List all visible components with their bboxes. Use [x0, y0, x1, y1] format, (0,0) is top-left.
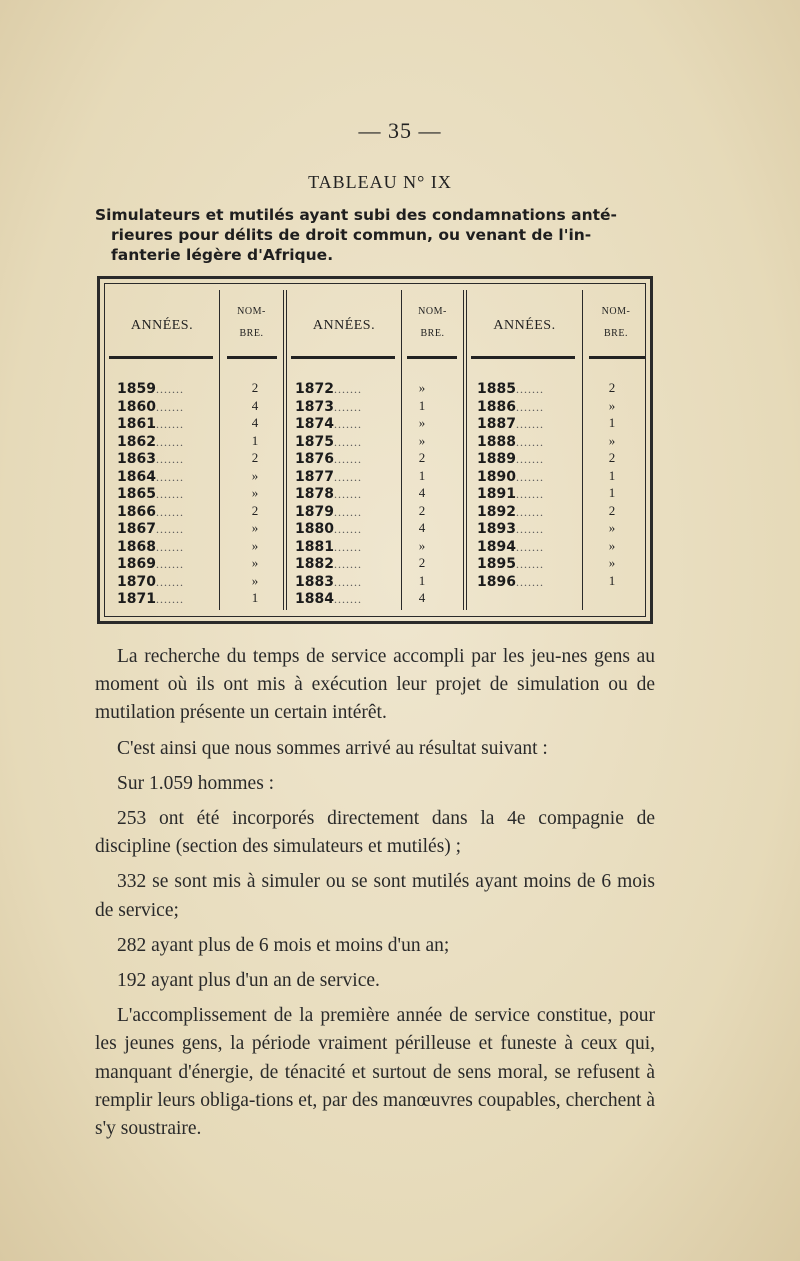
table-row	[477, 415, 643, 433]
count-cell: 1	[608, 572, 616, 588]
table-column-group	[295, 380, 459, 608]
table-row	[295, 520, 459, 538]
table-row	[477, 485, 643, 503]
table-row	[117, 573, 281, 591]
header-rule	[109, 356, 213, 359]
year-cell: 1889	[477, 451, 516, 467]
count-cell: »	[608, 555, 616, 570]
leader-dots: .......	[515, 487, 544, 501]
table-row	[477, 450, 643, 468]
count-cell: 1	[608, 485, 616, 500]
leader-dots: .......	[515, 469, 544, 484]
table-row	[117, 485, 281, 503]
table-row	[295, 573, 459, 591]
table-row	[477, 520, 643, 538]
leader-dots: .......	[155, 539, 184, 554]
year-cell: 1873	[295, 398, 334, 415]
leader-dots: .......	[333, 522, 362, 536]
count-cell: »	[251, 537, 259, 553]
count-cell: 1	[608, 467, 616, 483]
count-cell: 1	[251, 432, 259, 448]
leader-dots: .......	[333, 487, 362, 501]
year-cell: 1896	[477, 573, 516, 590]
count-cell: »	[608, 537, 616, 553]
count-cell: »	[418, 537, 426, 553]
table-row	[117, 433, 281, 451]
header-rule	[227, 356, 277, 359]
leader-dots: .......	[333, 452, 362, 466]
paragraph: 332 se sont mis à simuler ou se sont mutilés ayant moins de 6 mois de service;	[95, 871, 655, 921]
year-cell: 1885	[477, 381, 516, 397]
leader-dots: .......	[155, 399, 184, 414]
year-cell: 1895	[477, 556, 516, 572]
year-cell: 1888	[477, 433, 516, 450]
year-cell: 1859	[117, 381, 156, 397]
year-cell: 1894	[477, 538, 516, 555]
year-cell: 1880	[295, 521, 334, 537]
table-row	[295, 380, 459, 398]
count-cell: »	[608, 432, 616, 448]
leader-dots: .......	[155, 592, 184, 606]
leader-dots: .......	[333, 539, 362, 554]
year-cell: 1863	[117, 451, 156, 467]
leader-dots: .......	[515, 452, 544, 466]
table-row	[295, 433, 459, 451]
paragraph: 192 ayant plus d'un an de service.	[117, 970, 380, 992]
table-row	[117, 555, 281, 573]
table-row	[295, 398, 459, 416]
leader-dots: .......	[515, 417, 544, 431]
table-row	[117, 468, 281, 486]
table-row	[295, 503, 459, 521]
table-row	[117, 415, 281, 433]
leader-dots: .......	[333, 399, 362, 414]
table-row	[295, 415, 459, 433]
count-cell: 4	[251, 397, 259, 413]
table-row	[295, 468, 459, 486]
column-divider	[463, 290, 467, 610]
year-cell: 1882	[295, 556, 334, 572]
year-cell: 1861	[117, 416, 156, 432]
header-count-line: NOM-	[237, 306, 266, 317]
leader-dots: .......	[155, 469, 184, 484]
leader-dots: .......	[155, 487, 184, 501]
leader-dots: .......	[333, 574, 362, 589]
year-cell: 1874	[295, 416, 334, 432]
count-cell: »	[251, 520, 259, 535]
paragraph: 282 ayant plus de 6 mois et moins d'un an;	[117, 934, 450, 956]
count-cell: 2	[418, 555, 426, 570]
table-row	[477, 433, 643, 451]
header-count-line: BRE.	[239, 328, 264, 339]
header-rule	[471, 356, 575, 359]
header-rule	[407, 356, 457, 359]
table-row	[117, 538, 281, 556]
header-count-line: NOM-	[418, 306, 447, 317]
count-cell: 4	[251, 415, 259, 430]
year-cell: 1860	[117, 398, 156, 415]
count-cell: »	[418, 415, 426, 430]
header-count	[583, 301, 649, 345]
caption-line: fanterie légère d'Afrique.	[111, 246, 334, 264]
body-text	[95, 643, 655, 1143]
header-count	[220, 301, 283, 345]
year-cell: 1875	[295, 433, 334, 450]
count-cell: 4	[418, 485, 426, 500]
year-cell: 1891	[477, 486, 516, 502]
table-row	[295, 485, 459, 503]
year-cell: 1884	[295, 591, 334, 607]
year-cell: 1869	[117, 556, 156, 572]
header-count-line: BRE.	[420, 328, 445, 339]
table-row	[477, 555, 643, 573]
leader-dots: .......	[515, 557, 544, 571]
year-cell: 1886	[477, 398, 516, 415]
paragraph: 253 ont été incorporés directement dans la 4e compagnie de discipline (section des simulateurs et mutilés) ;	[95, 808, 655, 858]
count-cell: 2	[608, 502, 616, 518]
count-cell: 2	[251, 450, 259, 465]
year-cell: 1876	[295, 451, 334, 467]
caption-line: rieures pour délits de droit commun, ou venant de l'in-	[111, 226, 592, 244]
table-row	[117, 520, 281, 538]
caption-line: Simulateurs et mutilés ayant subi des condamnations anté-	[95, 206, 617, 224]
leader-dots: .......	[333, 382, 362, 396]
data-table	[97, 276, 653, 624]
count-cell: 4	[418, 520, 426, 535]
table-row	[295, 555, 459, 573]
year-cell: 1877	[295, 468, 334, 485]
leader-dots: .......	[515, 399, 544, 414]
year-cell: 1871	[117, 591, 156, 607]
table-column-group	[117, 380, 281, 608]
count-cell: 2	[418, 502, 426, 518]
year-cell: 1867	[117, 521, 156, 537]
count-cell: 2	[608, 380, 616, 395]
table-row	[117, 380, 281, 398]
count-cell: 1	[418, 572, 426, 588]
leader-dots: .......	[515, 504, 544, 519]
year-cell: 1866	[117, 503, 156, 520]
header-years: ANNÉES.	[130, 318, 194, 333]
paragraph: Sur 1.059 hommes :	[117, 772, 275, 794]
year-cell: 1887	[477, 416, 516, 432]
table-row	[295, 590, 459, 608]
table-row	[117, 590, 281, 608]
paragraph: La recherche du temps de service accompli par les jeu-nes gens au moment où ils ont mis à exécution leur projet de simulation ou de mutilation présente un certain intérêt.	[95, 646, 655, 724]
leader-dots: .......	[155, 417, 184, 431]
leader-dots: .......	[155, 557, 184, 571]
table-row	[477, 398, 643, 416]
count-cell: »	[251, 467, 259, 483]
year-cell: 1878	[295, 486, 334, 502]
table-column-group	[477, 380, 643, 590]
count-cell: »	[251, 485, 259, 500]
year-cell: 1868	[117, 538, 156, 555]
leader-dots: .......	[155, 382, 184, 396]
table-row	[117, 503, 281, 521]
leader-dots: .......	[333, 557, 362, 571]
header-count-line: NOM-	[601, 306, 631, 317]
year-cell: 1893	[477, 521, 516, 537]
header-rule	[291, 356, 395, 359]
header-count-line: BRE.	[604, 328, 628, 339]
leader-dots: .......	[155, 452, 184, 466]
count-cell: »	[608, 397, 616, 413]
year-cell: 1892	[477, 503, 516, 520]
year-cell: 1879	[295, 503, 334, 520]
count-cell: 2	[418, 450, 426, 465]
leader-dots: .......	[333, 592, 362, 606]
table-row	[477, 538, 643, 556]
count-cell: 2	[251, 380, 259, 395]
leader-dots: .......	[515, 434, 544, 449]
table-row	[477, 503, 643, 521]
year-cell: 1872	[295, 381, 334, 397]
count-cell: »	[418, 380, 426, 395]
table-row	[295, 538, 459, 556]
leader-dots: .......	[333, 504, 362, 519]
leader-dots: .......	[155, 504, 184, 519]
year-cell: 1864	[117, 468, 156, 485]
table-row	[295, 450, 459, 468]
year-cell: 1865	[117, 486, 156, 502]
year-cell: 1881	[295, 538, 334, 555]
leader-dots: .......	[155, 522, 184, 536]
leader-dots: .......	[333, 434, 362, 449]
column-divider	[283, 290, 287, 610]
count-cell: »	[251, 555, 259, 570]
leader-dots: .......	[333, 417, 362, 431]
count-cell: 2	[251, 502, 259, 518]
table-row	[117, 398, 281, 416]
header-count	[402, 301, 463, 345]
table-inner-border	[104, 283, 646, 617]
table-row	[477, 380, 643, 398]
count-cell: 4	[418, 590, 426, 605]
count-cell: 1	[608, 415, 616, 430]
count-cell: 1	[418, 397, 426, 413]
leader-dots: .......	[155, 574, 184, 589]
leader-dots: .......	[515, 539, 544, 554]
header-years: ANNÉES.	[312, 318, 376, 333]
table-title: TABLEAU N° IX	[308, 172, 452, 192]
leader-dots: .......	[515, 382, 544, 396]
leader-dots: .......	[515, 574, 544, 589]
leader-dots: .......	[333, 469, 362, 484]
table-row	[117, 450, 281, 468]
leader-dots: .......	[515, 522, 544, 536]
year-cell: 1862	[117, 433, 156, 450]
count-cell: »	[608, 520, 616, 535]
table-caption	[95, 205, 670, 265]
header-years: ANNÉES.	[493, 318, 556, 333]
count-cell: 1	[251, 590, 259, 605]
year-cell: 1890	[477, 468, 516, 485]
count-cell: 2	[608, 450, 616, 465]
page-number: — 35 —	[358, 118, 442, 143]
count-cell: 1	[418, 467, 426, 483]
paragraph: C'est ainsi que nous sommes arrivé au résultat suivant :	[117, 737, 548, 759]
header-rule	[589, 356, 645, 359]
count-cell: »	[251, 572, 259, 588]
table-row	[477, 468, 643, 486]
table-row	[477, 573, 643, 591]
year-cell: 1883	[295, 573, 334, 590]
year-cell: 1870	[117, 573, 156, 590]
paragraph: L'accomplissement de la première année de service constitue, pour les jeunes gens, la période vraiment périlleuse et funeste à ceux qui, manquant d'énergie, de ténacité et surtout de sens moral, se refusent à remplir leurs obliga-tions et, par des manœuvres coupables, cherchent à s'y soustraire.	[95, 1005, 655, 1140]
leader-dots: .......	[155, 434, 184, 449]
count-cell: »	[418, 432, 426, 448]
